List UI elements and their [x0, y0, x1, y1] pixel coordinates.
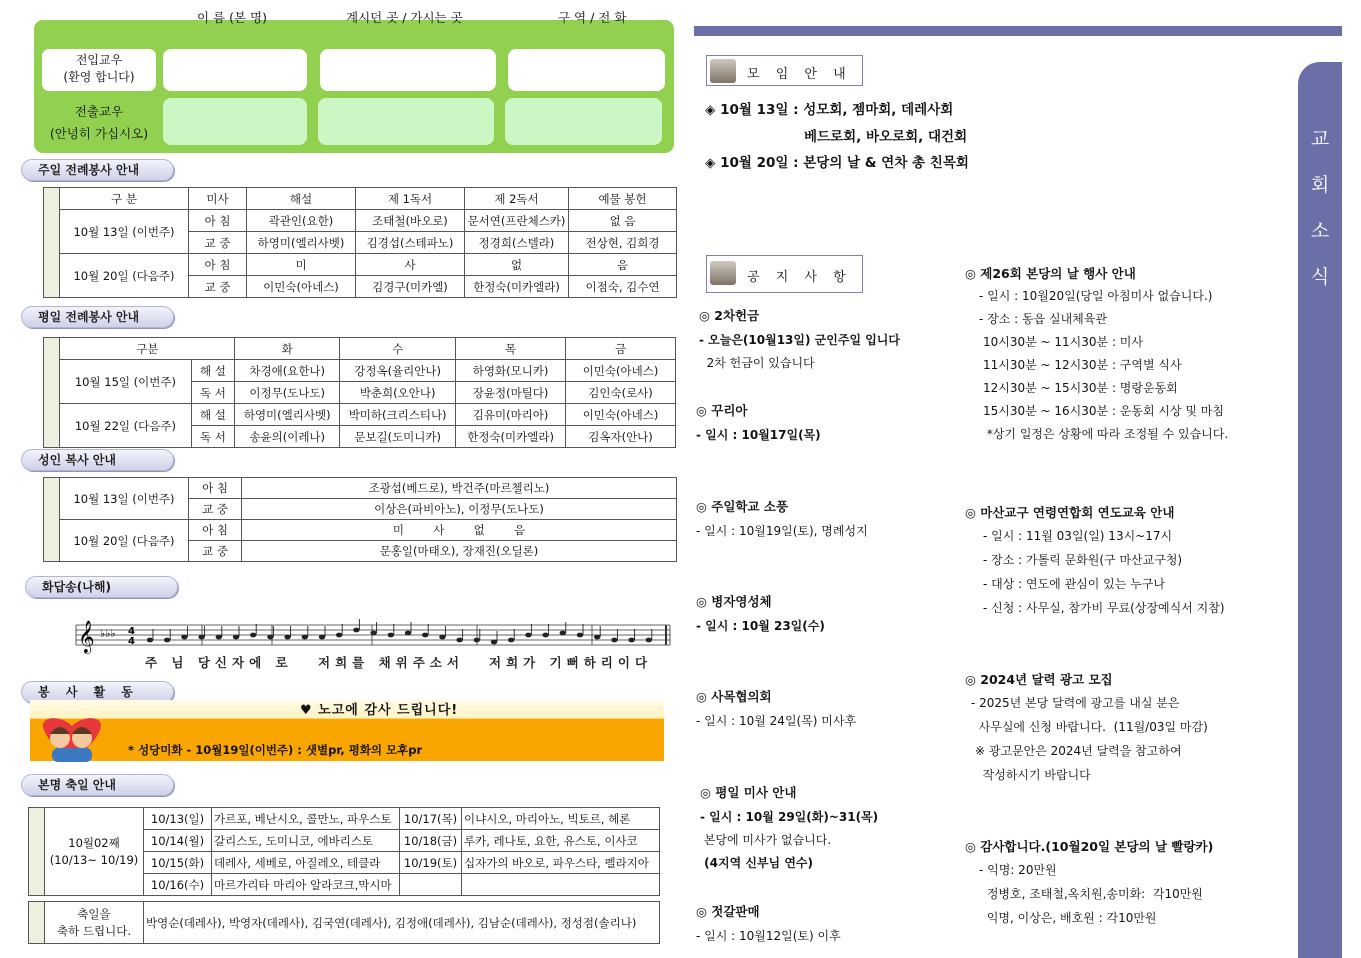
table-cell: 김인숙(로사) — [566, 382, 676, 404]
table-cell: 문서연(프란체스카) — [465, 210, 569, 232]
feast-date: 10/16(수) — [144, 874, 212, 896]
weekday-col: 금 — [566, 338, 676, 360]
table-cell: 이민숙(아네스) — [247, 276, 356, 298]
volunteer-text: * 성당미화 - 10월19일(이번주) : 샛별pr, 평화의 모후pr — [128, 743, 423, 757]
music-note-icon — [370, 631, 376, 636]
music-note-icon — [353, 628, 359, 633]
feast-names — [462, 874, 660, 896]
music-note-icon — [611, 638, 617, 643]
notice-item — [965, 837, 1213, 927]
volunteer-header: 봉 사 활 동 — [21, 681, 174, 703]
table-strip — [44, 478, 60, 562]
feast-date: 10/17(목) — [400, 808, 462, 830]
notice-line: - 장소 : 동읍 실내체육관 — [979, 312, 1107, 326]
feast-header: 본명 축일 안내 — [21, 774, 174, 796]
notice-line: 작성하시기 바랍니다 — [975, 768, 1091, 782]
sunday-mass: 아 침 — [189, 210, 247, 232]
members-in-label-line1: 전입교우 — [75, 53, 123, 67]
sunday-mass: 교 중 — [189, 232, 247, 254]
adult-mass: 아 침 — [189, 520, 242, 541]
notice-item — [696, 592, 825, 635]
notice-line: *상기 일정은 상황에 따라 조정될 수 있습니다. — [983, 427, 1229, 441]
congrats-label — [45, 902, 144, 944]
table-cell: 조태철(바오로) — [356, 210, 465, 232]
weekday-date: 10월 15일 (이번주) — [60, 360, 191, 404]
notice-title: ◎ 평일 미사 안내 — [700, 785, 797, 800]
notice-item — [696, 401, 821, 444]
hymn-lyrics-2: 저희를 채위주소서 — [318, 655, 464, 670]
music-note-icon — [456, 638, 462, 643]
notice-line: 15시30분 ~ 16시30분 : 운동회 시상 및 마침 — [983, 404, 1224, 418]
sunday-col: 제 1독서 — [356, 188, 465, 210]
weekday-col: 목 — [456, 338, 566, 360]
music-note-icon — [233, 635, 239, 640]
notice-header — [706, 255, 863, 293]
table-cell: 김경섭(스테파노) — [356, 232, 465, 254]
volunteers-illustration-icon — [36, 710, 108, 766]
svg-text:♭♭♭: ♭♭♭ — [100, 627, 116, 640]
members-out-label — [42, 101, 156, 145]
music-note-icon — [560, 631, 566, 636]
feast-date: 10/19(토) — [400, 852, 462, 874]
adult-date: 10월 13일 (이번주) — [60, 478, 189, 520]
members-out-label-line2: (안녕히 가십시오) — [49, 126, 149, 141]
adult-header: 성인 복사 안내 — [21, 449, 174, 471]
music-note-icon — [628, 638, 634, 643]
feast-names: 마르가리타 마리아 알라코크,막시마 — [212, 874, 400, 896]
notice-line: - 일시 : 10월12일(토) 이후 — [696, 929, 841, 943]
weekday-table — [43, 337, 676, 448]
congrats-names: 박영순(데레사), 박영자(데레사), 김국연(데레사), 김정애(데레사), 김남순(데레사), 정성점(솔리나) — [144, 902, 660, 944]
side-title-char: 회 — [1310, 174, 1330, 196]
table-cell: 이민숙(아네스) — [566, 360, 676, 382]
table-cell: 문보길(도미니카) — [340, 426, 456, 448]
feast-names: 가르포, 베난시오, 콜만노, 파우스토 — [212, 808, 400, 830]
music-note-icon — [319, 635, 325, 640]
notice-title: ◎ 제26회 본당의 날 행사 안내 — [965, 266, 1136, 281]
members-out-place-field — [318, 98, 494, 145]
music-note-icon — [646, 638, 652, 643]
notice-line: - 일시 : 10월 29일(화)~31(목) — [700, 810, 879, 824]
notice-item — [696, 497, 868, 540]
music-note-icon — [147, 638, 153, 643]
hymn-lyrics-1: 주 님 당신자에 로 — [145, 655, 293, 670]
music-note-icon — [302, 635, 308, 640]
weekday-role: 해 설 — [191, 404, 235, 426]
notice-item — [700, 783, 878, 872]
table-cell: 하영미(엘리사벳) — [235, 404, 340, 426]
congrats-line1: 축일을 — [77, 906, 111, 921]
music-note-icon — [491, 640, 497, 645]
svg-text:4: 4 — [128, 636, 135, 647]
sunday-col: 미사 — [189, 188, 247, 210]
notice-header-text: 공 지 사 항 — [747, 270, 852, 285]
notice-title: ◎ 꾸리아 — [696, 403, 748, 418]
feast-table — [28, 807, 660, 896]
notice-line: - 일시 : 10월19일(토), 명례성지 — [696, 524, 868, 538]
congrats-line2: 축하 드립니다. — [57, 923, 131, 938]
feast-names: 이냐시오, 마리아노, 빅토르, 헤론 — [462, 808, 660, 830]
table-cell: 음 — [569, 254, 677, 276]
treble-clef-icon: 𝄞 — [78, 620, 95, 653]
table-cell: 문홍일(마태오), 장재진(오딜론) — [242, 541, 677, 562]
notice-line: - 일시 : 10월20일(당일 아침미사 없습니다.) — [979, 289, 1213, 303]
notice-item — [699, 306, 900, 372]
table-cell: 장윤정(마틸다) — [456, 382, 566, 404]
notice-line: 12시30분 ~ 15시30분 : 명랑운동회 — [983, 381, 1178, 395]
congrats-table — [28, 901, 660, 944]
sunday-mass: 교 중 — [189, 276, 247, 298]
notice-title: ◎ 주일학교 소풍 — [696, 499, 789, 514]
sunday-col: 구 분 — [60, 188, 189, 210]
table-cell: 김경구(미카엘) — [356, 276, 465, 298]
sunday-col: 해설 — [247, 188, 356, 210]
weekday-role: 독 서 — [191, 426, 235, 448]
adult-mass: 교 중 — [189, 541, 242, 562]
music-note-icon — [216, 635, 222, 640]
side-title-char: 소 — [1310, 220, 1330, 242]
table-cell: 전상현, 김희경 — [569, 232, 677, 254]
feast-names: 데레사, 세베로, 아질레오, 테클라 — [212, 852, 400, 874]
feast-names: 십자가의 바오로, 파우스타, 펠라지아 — [462, 852, 660, 874]
table-cell: 하영화(모니카) — [456, 360, 566, 382]
music-note-icon — [250, 633, 256, 638]
sunday-col: 예물 봉헌 — [569, 188, 677, 210]
notice-item — [965, 670, 1208, 784]
notice-line: - 일시 : 10월 24일(목) 미사후 — [696, 714, 857, 728]
notice-title: ◎ 사목협의회 — [696, 689, 772, 704]
notice-title: ◎ 병자영성체 — [696, 594, 772, 609]
table-cell: 정경희(스텔라) — [465, 232, 569, 254]
music-note-icon — [508, 638, 514, 643]
volunteer-title: ♥ 노고에 감사 드립니다! — [300, 703, 459, 718]
feast-week-line2: (10/13~ 10/19) — [49, 852, 139, 867]
music-note-icon — [284, 635, 290, 640]
weekday-col: 수 — [340, 338, 456, 360]
notice-line: - 일시 : 10월 23일(수) — [696, 619, 825, 633]
hymn-header: 화답송(나해) — [25, 576, 178, 598]
members-in-place-field — [320, 49, 496, 91]
table-strip — [29, 808, 45, 896]
notice-item — [696, 687, 856, 730]
table-cell: 한정숙(미카엘라) — [456, 426, 566, 448]
table-cell: 이점숙, 김수연 — [569, 276, 677, 298]
members-in-name-field — [163, 49, 307, 91]
weekday-col: 구분 — [60, 338, 235, 360]
table-cell: 김옥자(안나) — [566, 426, 676, 448]
table-strip — [44, 188, 60, 298]
members-in-label — [42, 49, 156, 91]
notice-title: ◎ 2차헌금 — [699, 308, 760, 323]
music-note-icon — [267, 635, 273, 640]
meeting-header-text: 모 임 안 내 — [747, 67, 852, 82]
feast-names: 갈리스도, 도미니코, 에바리스토 — [212, 830, 400, 852]
notice-line: - 오늘은(10월13일) 군인주일 입니다 — [699, 333, 900, 347]
music-note-icon — [422, 633, 428, 638]
notice-line: ※ 광고문안은 2024년 달력을 참고하여 — [975, 744, 1182, 758]
weekday-role: 독 서 — [191, 382, 235, 404]
notice-line: - 신청 : 사무실, 참가비 무료(상장예식서 지참) — [983, 601, 1225, 615]
feast-week — [45, 808, 144, 896]
music-note-icon — [525, 633, 531, 638]
adult-mass: 아 침 — [189, 478, 242, 499]
table-cell: 김유미(마리아) — [456, 404, 566, 426]
music-note-icon — [594, 635, 600, 640]
notice-line: (4지역 신부님 연수) — [700, 856, 813, 870]
notice-line: 10시30분 ~ 11시30분 : 미사 — [983, 335, 1143, 349]
table-cell: 조광섭(베드로), 박건주(마르첼리노) — [242, 478, 677, 499]
music-note-icon — [181, 635, 187, 640]
notice-title: ◎ 감사합니다.(10월20일 본당의 날 빨랑카) — [965, 839, 1214, 854]
notice-title: ◎ 젓갈판매 — [696, 904, 760, 919]
table-cell: 사 — [356, 254, 465, 276]
priest-portrait-icon — [710, 261, 736, 285]
members-out-district-field — [505, 98, 662, 145]
notice-line: - 일시 : 11월 03일(일) 13시~17시 — [983, 529, 1173, 543]
adult-date: 10월 20일 (다음주) — [60, 520, 189, 562]
meeting-line: ◈ 10월 13일 : 성모회, 젬마회, 데레사회 — [705, 102, 954, 118]
meeting-line: ◈ 10월 20일 : 본당의 날 & 연차 총 친목회 — [705, 155, 969, 171]
side-title — [1298, 116, 1342, 300]
music-note-icon — [388, 633, 394, 638]
notice-title: ◎ 2024년 달력 광고 모집 — [965, 672, 1113, 687]
music-note-icon — [577, 633, 583, 638]
table-cell: 박춘희(오안나) — [340, 382, 456, 404]
notice-line: - 익명: 20만원 — [979, 863, 1057, 877]
notice-line: 정병호, 조태철,옥치원,송미화: 각10만원 — [983, 887, 1203, 901]
notice-line: 익명, 이상은, 배호원 : 각10만원 — [983, 911, 1157, 925]
feast-date: 10/14(월) — [144, 830, 212, 852]
table-cell: 강정옥(율리안나) — [340, 360, 456, 382]
notice-line: 사무실에 신청 바랍니다. (11월/03일 마감) — [971, 720, 1208, 734]
table-strip — [44, 338, 60, 448]
notice-line: - 일시 : 10월17일(목) — [696, 428, 821, 442]
music-note-icon — [439, 635, 445, 640]
table-cell: 미 — [247, 254, 356, 276]
members-out-label-line1: 전출교우 — [74, 104, 124, 119]
table-cell: 박미하(크리스티나) — [340, 404, 456, 426]
hymn-lyrics-3: 저희가 기뻐하리이다 — [489, 655, 653, 670]
notice-line: - 2025년 본당 달력에 광고를 내실 분은 — [971, 696, 1180, 710]
notice-item — [965, 503, 1225, 617]
adult-table — [43, 477, 677, 562]
sunday-header: 주일 전례봉사 안내 — [21, 159, 174, 181]
members-header-district: 구 역 / 전 화 — [558, 10, 627, 25]
notice-title: ◎ 마산교구 연령연합회 연도교육 안내 — [965, 505, 1175, 520]
members-in-label-line2: (환영 합니다) — [63, 70, 135, 84]
notice-line: - 대상 : 연도에 관심이 있는 누구나 — [983, 577, 1165, 591]
notice-line: 2차 헌금이 있습니다 — [699, 356, 815, 370]
music-note-icon — [164, 638, 170, 643]
members-out-name-field — [163, 98, 307, 145]
music-note-icon — [405, 631, 411, 636]
feast-date: 10/18(금) — [400, 830, 462, 852]
sunday-table — [43, 187, 677, 298]
table-cell: 이정무(도나도) — [235, 382, 340, 404]
members-header-place: 계시던 곳 / 가시는 곳 — [346, 10, 463, 25]
feast-date — [400, 874, 462, 896]
weekday-header: 평일 전례봉사 안내 — [21, 306, 174, 328]
notice-line: 11시30분 ~ 12시30분 : 구역별 식사 — [983, 358, 1182, 372]
feast-week-line1: 10월02째 — [68, 835, 120, 850]
weekday-role: 해 설 — [191, 360, 235, 382]
sunday-date: 10월 13일 (이번주) — [60, 210, 189, 254]
table-cell: 한정숙(미카엘라) — [465, 276, 569, 298]
sunday-col: 제 2독서 — [465, 188, 569, 210]
feast-date: 10/13(일) — [144, 808, 212, 830]
music-note-icon — [336, 633, 342, 638]
table-cell: 미 사 없 음 — [242, 520, 677, 541]
members-in-district-field — [508, 49, 665, 91]
feast-date: 10/15(화) — [144, 852, 212, 874]
notice-item — [965, 264, 1228, 443]
table-strip — [29, 902, 45, 944]
table-cell: 하영미(엘리사벳) — [247, 232, 356, 254]
weekday-date: 10월 22일 (다음주) — [60, 404, 191, 448]
table-cell: 없 — [465, 254, 569, 276]
members-header-name: 이 름 (본 명) — [197, 10, 267, 25]
sunday-date: 10월 20일 (다음주) — [60, 254, 189, 298]
notice-item — [696, 902, 841, 945]
music-note-icon — [542, 633, 548, 638]
table-cell: 곽관인(요한) — [247, 210, 356, 232]
meeting-line: 베드로회, 바오로회, 대건회 — [804, 129, 968, 145]
notice-line: - 장소 : 가톨릭 문화원(구 마산교구청) — [983, 553, 1183, 567]
feast-names: 루카, 레나토, 요한, 유스토, 이사코 — [462, 830, 660, 852]
priest-portrait-icon — [710, 59, 736, 83]
top-band — [694, 26, 1342, 36]
table-cell: 이민숙(아네스) — [566, 404, 676, 426]
side-title-char: 교 — [1310, 128, 1330, 150]
meeting-header — [706, 55, 863, 86]
adult-mass: 교 중 — [189, 499, 242, 520]
weekday-col: 화 — [235, 338, 340, 360]
svg-text:4: 4 — [128, 626, 135, 637]
table-cell: 송윤의(이레나) — [235, 426, 340, 448]
table-cell: 차경애(요한나) — [235, 360, 340, 382]
side-title-char: 식 — [1310, 266, 1330, 288]
table-cell: 없 음 — [569, 210, 677, 232]
table-cell: 이상은(파비아노), 이정무(도나도) — [242, 499, 677, 520]
sunday-mass: 아 침 — [189, 254, 247, 276]
notice-line: 본당에 미사가 없습니다. — [700, 833, 832, 847]
